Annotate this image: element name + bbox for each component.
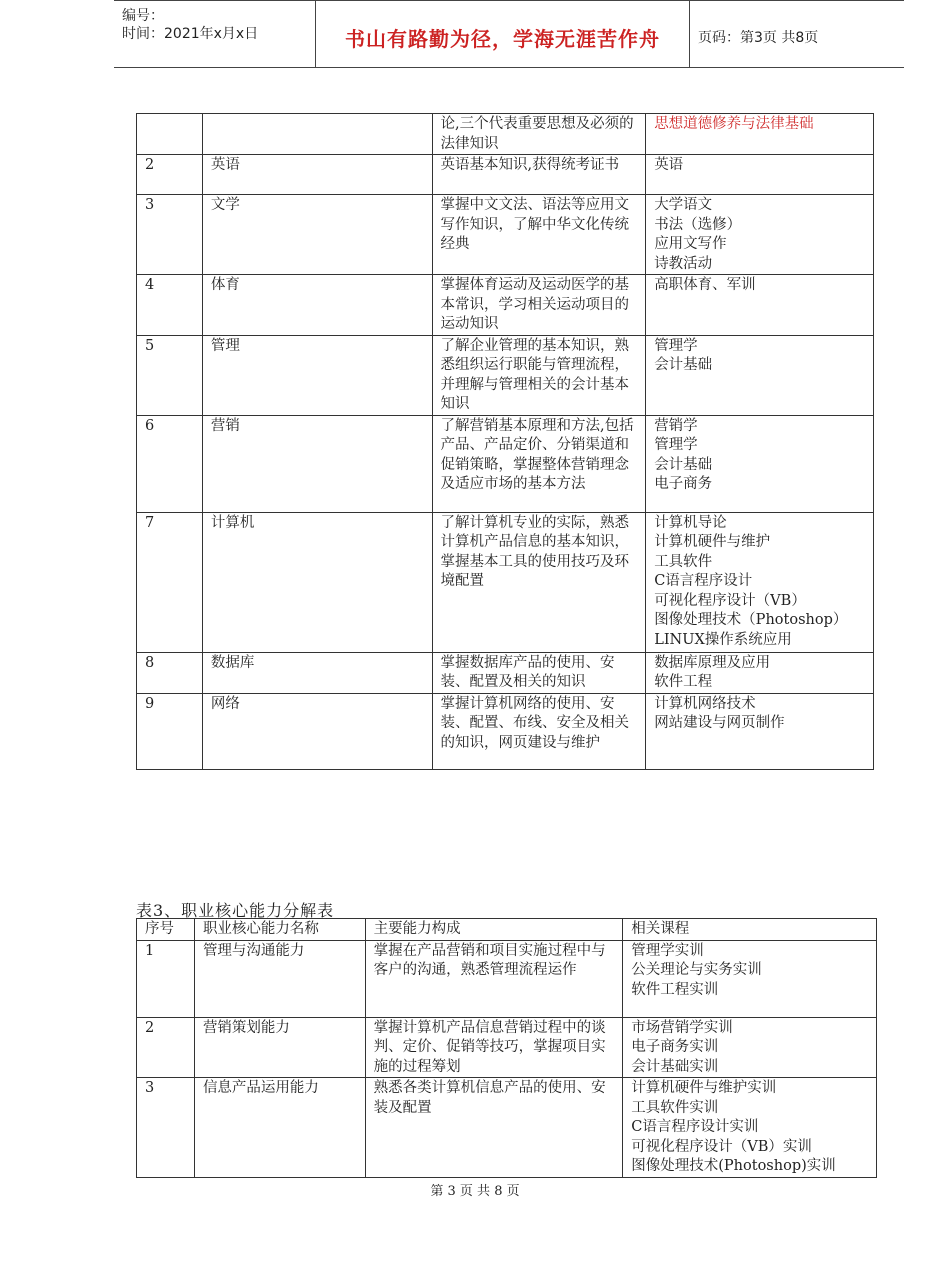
row-description: 掌握计算机产品信息营销过程中的谈判、定价、促销等技巧，掌握项目实施的过程筹划 — [365, 1017, 623, 1078]
row-name: 网络 — [202, 693, 432, 769]
course-item: 公关理论与实务实训 — [631, 962, 762, 978]
course-item: 会计基础 — [654, 456, 713, 473]
row-courses — [646, 155, 874, 195]
header-motto: 书山有路勤为径，学海无涯苦作舟 — [345, 27, 660, 51]
row-number: 8 — [137, 652, 203, 693]
row-description: 了解企业管理的基本知识，熟悉组织运行职能与管理流程，并理解与管理相关的会计基本知识 — [432, 335, 646, 415]
course-item: 可视化程序设计（VB） — [654, 592, 806, 609]
table-row — [137, 195, 874, 275]
row-name: 营销 — [202, 415, 432, 512]
course-item: 图像处理技术(Photoshop)实训 — [631, 1158, 836, 1174]
course-item: 计算机网络技术 — [654, 695, 756, 712]
course-item: 会计基础 — [654, 357, 713, 373]
course-item: 英语 — [654, 157, 684, 173]
page-footer: 第 3 页 共 8 页 — [430, 1184, 520, 1199]
row-courses — [646, 693, 874, 769]
header-meta — [122, 7, 258, 43]
row-description: 掌握数据库产品的使用、安装、配置及相关的知识 — [432, 652, 646, 693]
row-courses — [646, 512, 874, 652]
row-description: 掌握计算机网络的使用、安装、配置、布线、安全及相关的知识，网页建设与维护 — [432, 693, 646, 769]
doc-time-label: 时间：2021年x月x日 — [122, 26, 259, 42]
course-item: 数据库原理及应用 — [654, 654, 771, 671]
course-item: 电子商务实训 — [631, 1039, 719, 1055]
course-item: 软件工程实训 — [631, 981, 719, 998]
row-name — [202, 114, 432, 155]
course-item: 工具软件实训 — [631, 1099, 719, 1116]
row-number: 3 — [137, 1078, 195, 1178]
course-item: 管理学 — [654, 437, 698, 453]
course-item: 市场营销学实训 — [631, 1019, 733, 1036]
row-courses — [623, 1078, 877, 1178]
column-header: 相关课程 — [623, 919, 877, 941]
course-item: 工具软件 — [654, 553, 713, 570]
table-row — [137, 155, 874, 195]
table-row — [137, 512, 874, 652]
row-name: 数据库 — [202, 652, 432, 693]
row-description: 英语基本知识,获得统考证书 — [432, 155, 646, 195]
row-number: 9 — [137, 693, 203, 769]
table-row — [137, 114, 874, 155]
table-row — [137, 940, 877, 1017]
row-description: 了解营销基本原理和方法,包括产品、产品定价、分销渠道和促销策略，掌握整体营销理念及适应市场的基本方法 — [432, 415, 646, 512]
row-name: 体育 — [202, 275, 432, 336]
course-item: 思想道德修养与法律基础 — [654, 116, 814, 132]
column-header: 职业核心能力名称 — [194, 919, 365, 941]
curriculum-table — [136, 113, 874, 770]
row-number: 1 — [137, 940, 195, 1017]
row-name: 文学 — [202, 195, 432, 275]
course-item: 图像处理技术（Photoshop） — [654, 612, 848, 628]
table-row — [137, 1078, 877, 1178]
course-item: 大学语文 — [654, 197, 713, 213]
course-item: 书法（选修） — [654, 216, 742, 233]
course-item: 会计基础实训 — [631, 1058, 719, 1075]
row-name: 英语 — [202, 155, 432, 195]
row-number: 3 — [137, 195, 203, 275]
row-description: 论,三个代表重要思想及必须的法律知识 — [432, 114, 646, 155]
row-name: 管理与沟通能力 — [194, 940, 365, 1017]
table-row — [137, 335, 874, 415]
table-row — [137, 652, 874, 693]
row-description: 熟悉各类计算机信息产品的使用、安装及配置 — [365, 1078, 623, 1178]
row-description: 掌握在产品营销和项目实施过程中与客户的沟通，熟悉管理流程运作 — [365, 940, 623, 1017]
course-item: 网站建设与网页制作 — [654, 715, 785, 731]
table-row — [137, 415, 874, 512]
core-competency-table — [136, 918, 877, 1178]
row-courses — [623, 1017, 877, 1078]
row-number — [137, 114, 203, 155]
column-header: 主要能力构成 — [365, 919, 623, 941]
row-number: 7 — [137, 512, 203, 652]
course-item: C语言程序设计 — [654, 573, 753, 589]
table-row — [137, 275, 874, 336]
row-number: 2 — [137, 1017, 195, 1078]
row-number: 5 — [137, 335, 203, 415]
row-courses — [646, 335, 874, 415]
course-item: 电子商务 — [654, 476, 713, 492]
course-item: 计算机导论 — [654, 514, 727, 531]
course-item: C语言程序设计实训 — [631, 1119, 759, 1135]
row-number: 6 — [137, 415, 203, 512]
course-item: LINUX操作系统应用 — [654, 631, 792, 648]
table-row — [137, 1017, 877, 1078]
column-header: 序号 — [137, 919, 195, 941]
course-item: 营销学 — [654, 417, 698, 434]
row-courses — [646, 275, 874, 336]
table-header-row — [137, 919, 877, 941]
header-divider — [689, 1, 690, 67]
page-header — [114, 0, 904, 68]
course-item: 应用文写作 — [654, 236, 727, 252]
table-row — [137, 693, 874, 769]
doc-number-label: 编号： — [122, 8, 164, 24]
row-name: 信息产品运用能力 — [194, 1078, 365, 1178]
row-description: 了解计算机专业的实际，熟悉计算机产品信息的基本知识，掌握基本工具的使用技巧及环境配置 — [432, 512, 646, 652]
table-caption: 表3、职业核心能力分解表 — [136, 901, 335, 920]
course-item: 管理学 — [654, 337, 698, 354]
course-item: 诗教活动 — [654, 255, 713, 272]
row-courses — [646, 114, 874, 155]
row-name: 计算机 — [202, 512, 432, 652]
course-item: 软件工程 — [654, 674, 713, 690]
header-page-number: 页码：第3页 共8页 — [698, 30, 819, 46]
row-courses — [623, 940, 877, 1017]
row-number: 4 — [137, 275, 203, 336]
row-courses — [646, 195, 874, 275]
row-description: 掌握中文文法、语法等应用文写作知识，了解中华文化传统经典 — [432, 195, 646, 275]
row-description: 掌握体育运动及运动医学的基本常识，学习相关运动项目的运动知识 — [432, 275, 646, 336]
course-item: 可视化程序设计（VB）实训 — [631, 1138, 812, 1155]
row-name: 管理 — [202, 335, 432, 415]
course-item: 高职体育、军训 — [654, 277, 756, 293]
course-item: 管理学实训 — [631, 942, 704, 959]
row-number: 2 — [137, 155, 203, 195]
course-item: 计算机硬件与维护 — [654, 534, 771, 550]
row-courses — [646, 415, 874, 512]
course-item: 计算机硬件与维护实训 — [631, 1080, 777, 1096]
row-name: 营销策划能力 — [194, 1017, 365, 1078]
row-courses — [646, 652, 874, 693]
